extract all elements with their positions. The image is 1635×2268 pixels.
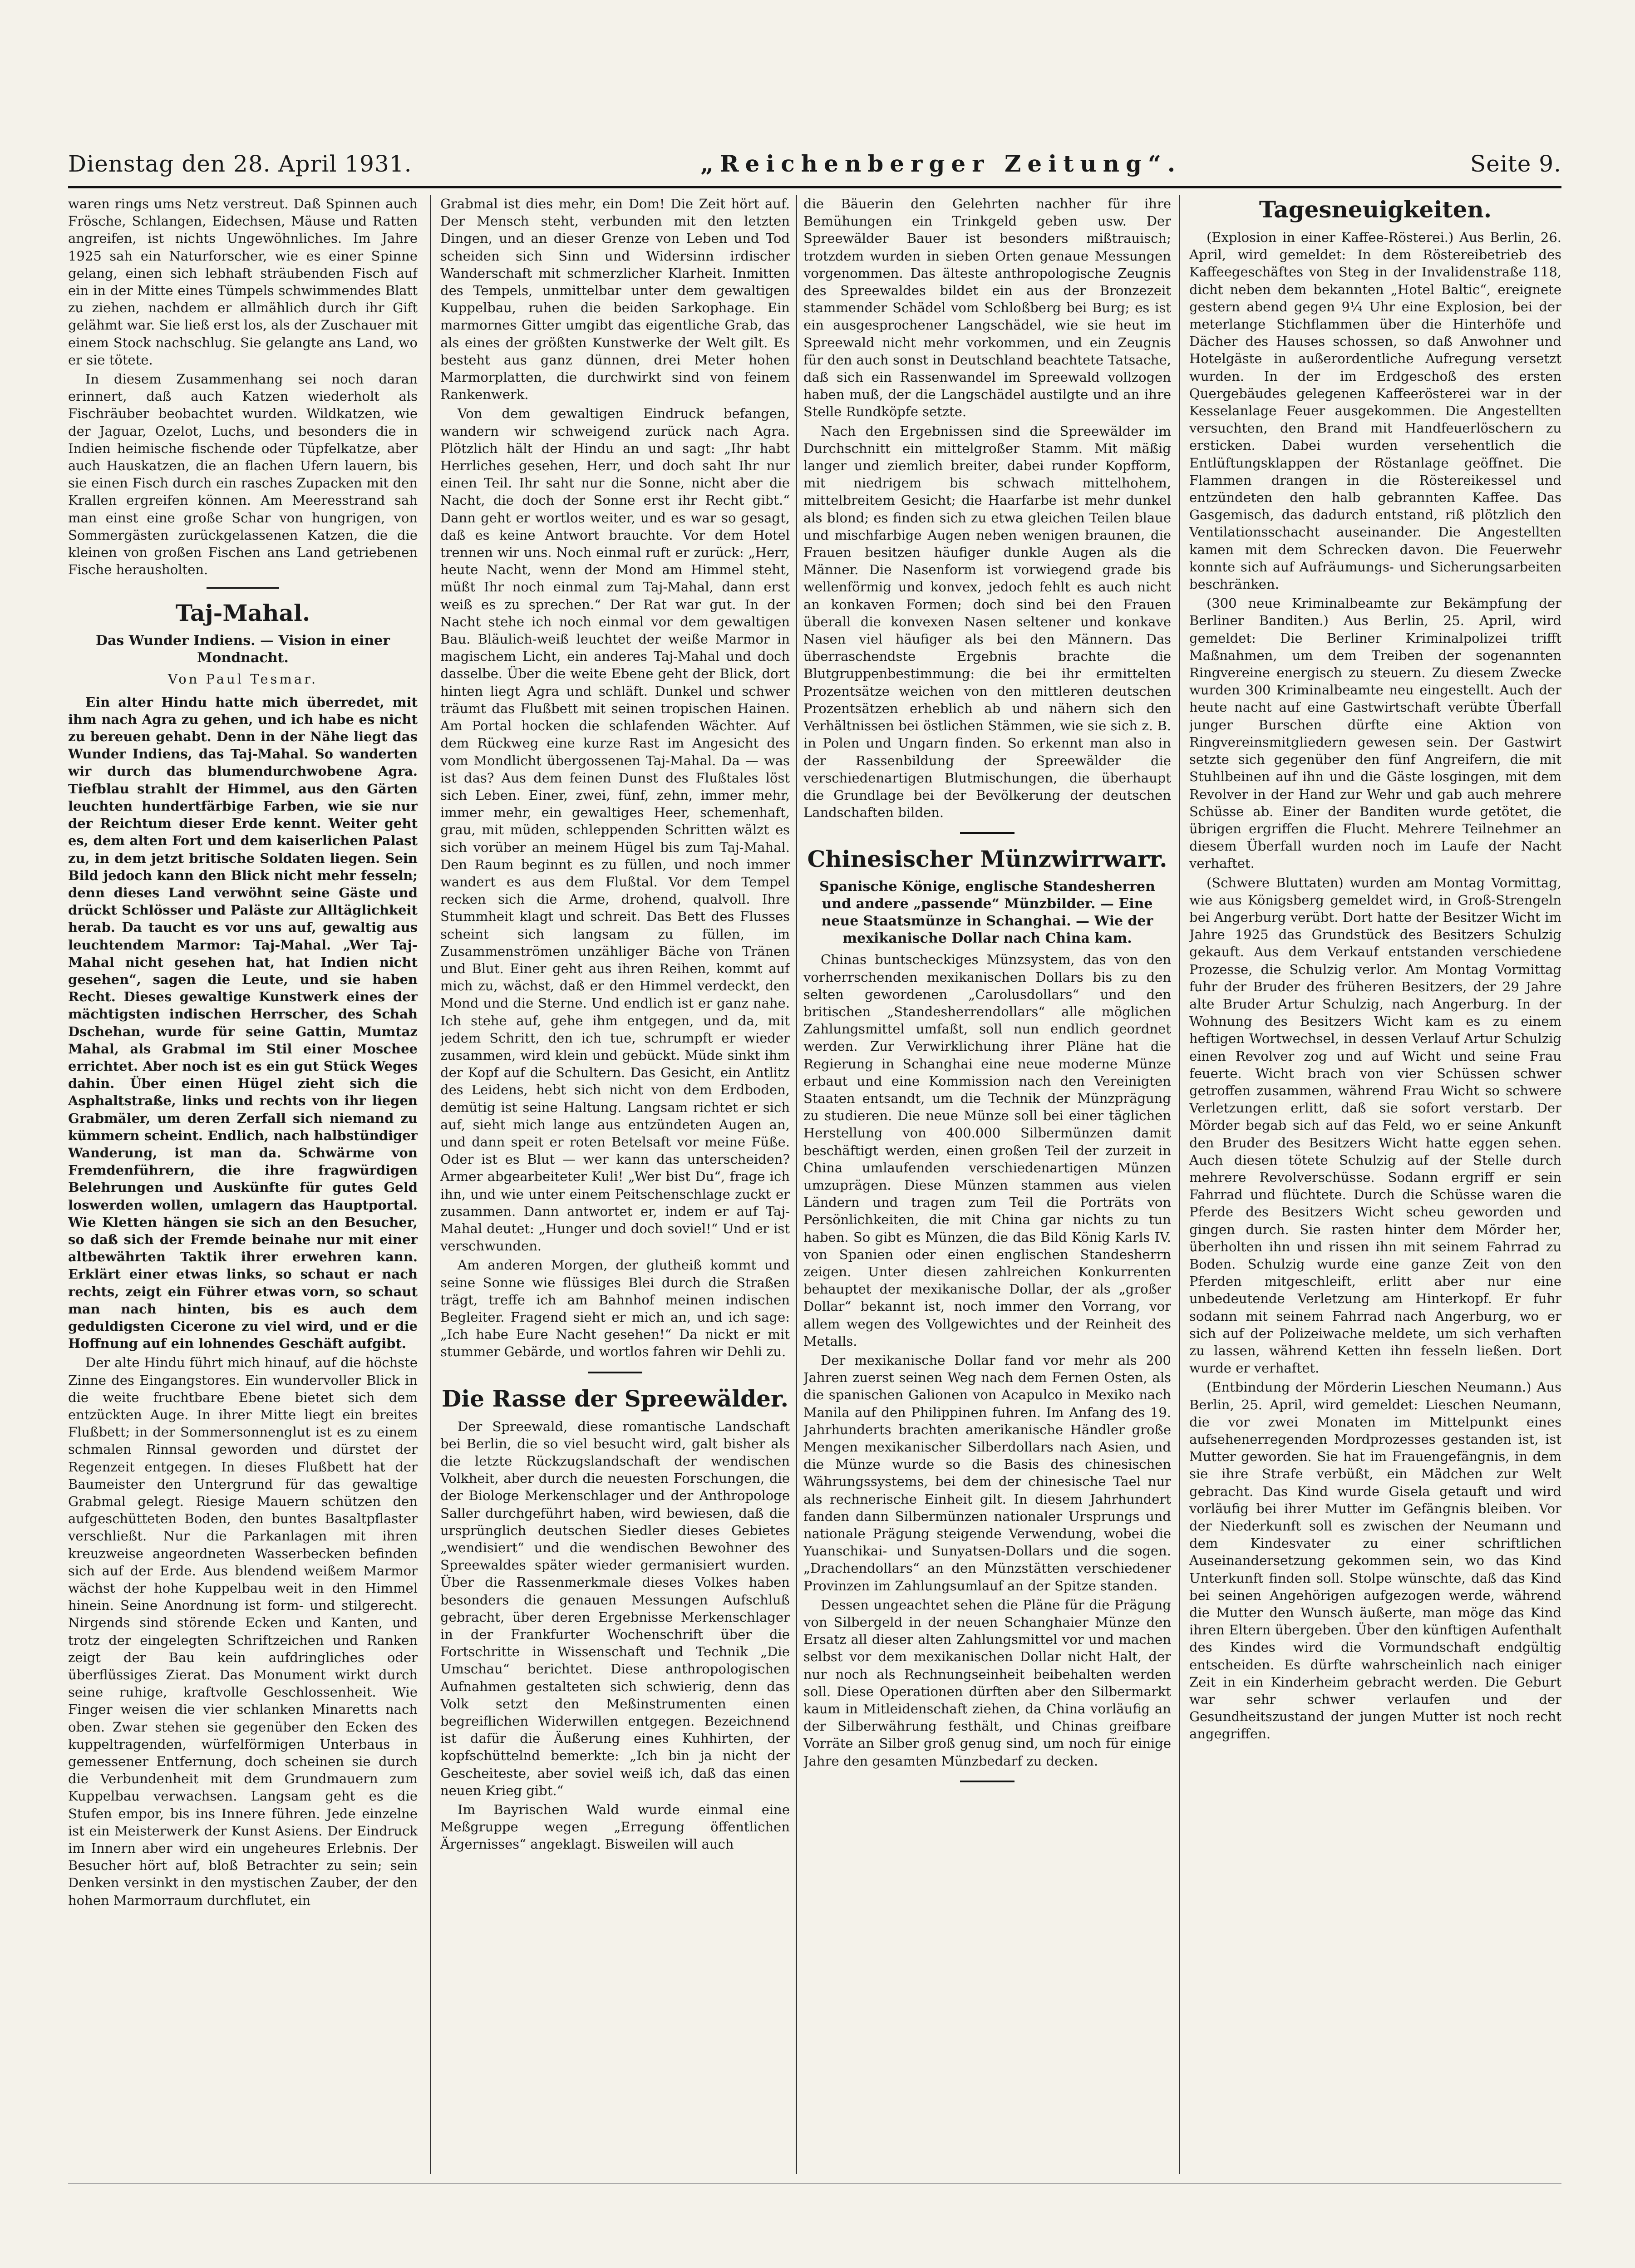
page-number: Seite 9. [1470, 151, 1561, 177]
column-2 [440, 195, 790, 2174]
article-paragraph: Von dem gewaltigen Eindruck befangen, wandern wir schweigend zurück nach Agra. Plötzlich hält der Hindu an und sagt: „Ihr habt Herrliches gesehen, Herr, und doch saht Ihr nur einen Teil. Ihr saht nur die Sonne, nicht aber die Nacht, die doch der Sonne erst ihr Recht gibt.“ Dann geht er wortlos weiter, und es war so gesagt, daß es keine Antwort brauchte. Vor dem Hotel trennen wir uns. Noch einmal ruft er zurück: „Herr, heute Nacht, wenn der Mond am Himmel steht, müßt Ihr noch einmal zum Taj-Mahal, dann erst weiß es zu sprechen.“ Der Rat war gut. In der Nacht stehe ich noch einmal vor dem gewaltigen Bau. Bläulich-weiß leuchtet der weiße Marmor in magischem Licht, ein anderes Taj-Mahal und doch dasselbe. Über die weite Ebene geht der Blick, dort hinten liegt Agra und schläft. Dunkel und schwer träumt das Flußbett mit seinen tropischen Hainen. Am Portal hocken die schlafenden Wächter. Auf dem Rückweg eine kurze Rast im Angesicht des vom Mondlicht übergossenen Taj-Mahal. Da — was ist das? Aus dem feinen Dunst des Flußtales löst sich Leben. Einer, zwei, fünf, zehn, immer mehr, immer mehr, ein gewaltiges Heer, schemenhaft, grau, mit müden, schleppenden Schritten wälzt es sich vorüber an meinem Hügel bis zum Taj-Mahal. Den Raum beginnt es zu füllen, und noch immer wandert es aus dem Flußtal. Vor dem Tempel recken sich die Arme, drohend, qualvoll. Ihre Stummheit klagt und schreit. Das Bett des Flusses scheint sich langsam zu füllen, im Zusammenströmen unzähliger Bäche von Tränen und Blut. Einer geht aus ihren Reihen, kommt auf mich zu, wächst, daß er den Himmel verdeckt, den Mond und die Sterne. Und endlich ist er ganz nahe. Ich stehe auf, gehe ihm entgegen, und da, mit jedem Schritt, den ich tue, schrumpft er wieder zusammen, wird klein und gebückt. Müde sinkt ihm der Kopf auf die Schultern. Das Gesicht, ein Antlitz des Leidens, hebt sich nicht von dem Erdboden, demütig ist seine Haltung. Langsam richtet er sich auf, sieht mich lange aus entzündeten Augen an, und dann speit er roten Betelsaft vor meine Füße. Oder ist es Blut — wer kann das unterscheiden? Armer abgearbeiteter Kuli! „Wer bist Du“, frage ich ihn, und wie unter einem Peitschenschlage zuckt er zusammen. Dann antwortet er, indem er auf Taj-Mahal deutet: „Hunger und doch soviel!“ Und er ist verschwunden. [440, 406, 790, 1254]
column-4 [1189, 195, 1561, 2174]
article-paragraph: In diesem Zusammenhang sei noch daran erinnert, daß auch Katzen wiederholt als Fischräuber beobachtet wurden. Wildkatzen, wie der Jaguar, Ozelot, Luchs, und besonders die in Indien heimische fischende oder Tüpfelkatze, aber auch Hauskatzen, die an flachen Ufern lauern, bis sie einen Fisch durch ein rasches Zupacken mit den Krallen ergreifen können. Am Meeresstrand sah man einst eine große Schar von hungrigen, von Sommergästen zurückgelassenen Katzen, die die kleinen von großen Fischen ans Land getriebenen Fische herausholten. [68, 371, 418, 578]
masthead-rule [68, 186, 1561, 188]
article-separator [207, 587, 279, 589]
article-paragraph: Der alte Hindu führt mich hinauf, auf die höchste Zinne des Eingangstores. Ein wundervoller Blick in die weite fruchtbare Ebene bietet sich dem entzückten Auge. In ihrer Mitte liegt ein breites Flußbett; in der Sommersonnenglut ist es zu einem schmalen Rinnsal geworden und dürstet der Regenzeit entgegen. In dieses Flußbett hat der Baumeister den Untergrund für das gewaltige Grabmal gelegt. Riesige Mauern schützen den aufgeschütteten Boden, den buntes Basaltpflaster verschließt. Nur die Parkanlagen mit ihren kreuzweise angeordneten Wasserbecken befinden sich auf der Erde. Aus blendend weißem Marmor wächst der hohe Kuppelbau weit in den Himmel hinein. Seine Anordnung ist form- und stilgerecht. Nirgends sind störende Ecken und Kanten, und trotz der eingelegten Schriftzeichen und Ranken zeigt der Bau kein aufdringliches oder überflüssiges Zierat. Das Monument wirkt durch seine ruhige, kraftvolle Geschlossenheit. Wie Finger weisen die vier schlanken Minaretts nach oben. Zwar stehen sie gegenüber den Ecken des kuppeltragenden, würfelförmigen Unterbaus in gemessener Entfernung, doch scheinen sie durch die Verbundenheit mit dem Grundmauern zum Kuppelbau verwachsen. Langsam geht es die Stufen empor, bis ins Innere führen. Jede einzelne ist ein Meisterwerk der Kunst Asiens. Der Eindruck im Innern aber wird ein ungeheures Erlebnis. Der Besucher hört auf, bloß Betrachter zu sein; sein Denken versinkt in den mystischen Zauber, der den hohen Marmorraum durchflutet, ein [68, 1355, 418, 1908]
newspaper-page [68, 136, 1561, 2188]
article-paragraph: waren rings ums Netz verstreut. Daß Spinnen auch Frösche, Schlangen, Eidechsen, Mäuse und Ratten angreifen, ist nichts Ungewöhnliches. Im Jahre 1925 sah ein Naturforscher, wie es einer Spinne gelang, einen sich lebhaft sträubenden Fisch auf ein in der Mitte eines Tümpels schwimmendes Blatt zu ziehen, nachdem er allmählich durch ihr Gift gelähmt war. Sie ließ erst los, als der Zuschauer mit einem Stock nachschlug. Sie gelangte ans Land, wo er sie tötete. [68, 196, 418, 368]
article-headline: Die Rasse der Spreewälder. [441, 1385, 789, 1412]
issue-date: Dienstag den 28. April 1931. [68, 151, 412, 177]
masthead [68, 136, 1561, 177]
article-headline: Chinesischer Münzwirrwarr. [807, 846, 1167, 873]
article-subheadline: Spanische Könige, englische Standesherren und andere „passende“ Münzbilder. — Eine neue Staatsmünze in Schanghai. — Wie der mexikanische Dollar nach China kam. [819, 879, 1155, 947]
article-paragraph: Nach den Ergebnissen sind die Spreewälder im Durchschnitt ein mittelgroßer Stamm. Mit mäßig langer und ziemlich breiter, dabei runder Kopfform, mit niedrigem bis schwach mittelhohem, mittelbreitem Gesicht; die Haarfarbe ist mehr dunkel als blond; es finden sich zu etwa gleichen Teilen blaue und mischfarbige Augen neben wenigen braunen, die Frauen besitzen häufiger dunkle Augen als die Männer. Die Nasenform ist vorwiegend grade bis wellenförmig und konvex, jedoch fehlt es auch nicht an konkaven Formen; doch sind bei den Frauen überall die konvexen Nasen seltener und konkave Nasen viel häufiger als bei den Männern. Das überraschendste Ergebnis brachte die Blutgruppenbestimmung: die bei ihr ermittelten Prozentsätze weichen von den mittleren deutschen Prozentsätzen erheblich ab und nähern sich den Verhältnissen bei östlichen Stämmen, wie sie sich z. B. in Polen und Ungarn finden. So erkennt man also in der Rassenbildung der Spreewälder die verschiedenartigen Blutmischungen, die überhaupt die Grundlage bei der Bevölkerung der deutschen Landschaften bilden. [803, 423, 1171, 821]
news-item: (Explosion in einer Kaffee-Rösterei.) Aus Berlin, 26. April, wird gemeldet: In dem Röstereibetrieb des Kaffeegeschäftes von Steg in der Invalidenstraße 118, dicht neben dem bekannten „Hotel Baltic“, ereignete gestern abend gegen 9¼ Uhr eine Explosion, bei der meterlange Stichflammen über die Hinterhöfe und Dächer des Hauses schossen, so daß Anwohner und Hotelgäste in außerordentliche Aufregung versetzt wurden. In der im Erdgeschoß des ersten Quergebäudes gelegenen Kaffeerösterei war in der Kesselanlage Feuer ausgekommen. Die Angestellten versuchten, den Brand mit Handfeuerlöschern zu ersticken. Dabei wurden versehentlich die Entlüftungsklappen der Röstanlage geöffnet. Die Flammen drangen in die Röstereikessel und entzündeten den halb gebrannten Kaffee. Das Gasgemisch, das dadurch entstand, riß plötzlich den Ventilationsschacht auseinander. Die Angestellten kamen mit dem Schrecken davon. Die Feuerwehr konnte sich auf Aufräumungs- und Sicherungsarbeiten beschränken. [1189, 230, 1561, 592]
article-subheadline: Das Wunder Indiens. — Vision in einer Mondnacht. [95, 633, 390, 666]
article-paragraph: Der mexikanische Dollar fand vor mehr als 200 Jahren zuerst seinen Weg nach dem Fernen Osten, als die spanischen Galionen von Acapulco in Mexiko nach Manila auf den Philippinen fuhren. Im Anfang des 19. Jahrhunderts brachten amerikanische Händler große Mengen mexikanischer Silberdollars nach Asien, und die Münze wurde so die Basis des chinesischen Währungssystems, bei dem der chinesische Tael nur als rechnerische Einheit gilt. In diesem Jahrhundert fanden dann Silbermünzen nationaler Ursprungs und nationale Prägung steigende Verwendung, wobei die Yuanschikai- und Sunyatsen-Dollars und die sogen. „Drachendollars“ an den Münzstätten verschiedener Provinzen im Zahlungsumlauf an der Spitze standen. [803, 1352, 1171, 1594]
article-paragraph: Chinas buntscheckiges Münzsystem, das von den vorherrschenden mexikanischen Dollars bis zu den selten gewordenen „Carolusdollars“ und den britischen „Standesherrendollars“ alle möglichen Zahlungsmittel umfaßt, soll nun endlich geordnet werden. Zur Verwirklichung ihrer Pläne hat die Regierung in Schanghai eine neue moderne Münze erbaut und eine Kommission nach den Vereinigten Staaten entsandt, um die Technik der Münzprägung zu studieren. Die neue Münze soll bei einer täglichen Herstellung von 400.000 Silbermünzen damit beschäftigt werden, einen großen Teil der zurzeit in China umlaufenden verschiedenartigen Münzen umzuprägen. Diese Münzen stammen aus vielen Ländern und tragen zum Teil die Porträts von Persönlichkeiten, die mit China gar nichts zu tun haben. So gibt es Münzen, die das Bild König Karls IV. von Spanien oder einen englischen Standesherrn zeigen. Unter diesen zahlreichen Konkurrenten behauptet der mexikanische Dollar, der als „großer Dollar“ bekannt ist, noch immer den Vorrang, vor allem wegen des Vollgewichtes und der Reinheit des Metalls. [803, 952, 1171, 1349]
article-separator [588, 1372, 642, 1373]
news-item: (Schwere Bluttaten) wurden am Montag Vormittag, wie aus Königsberg gemeldet wird, in Groß-Strengeln bei Angerburg verübt. Dort hatte der Besitzer Wicht im Jahre 1925 das Grundstück des Besitzers Schulzig gekauft. Aus dem Verkauf entstanden verschiedene Prozesse, die Schulzig verlor. Am Montag Vormittag fuhr der Bruder des früheren Besitzers, der 29 Jahre alte Bruder Artur Schulzig, nach Angerburg. In der Wohnung des Besitzers Wicht kam es zu einem heftigen Wortwechsel, in dessen Verlauf Artur Schulzig einen Revolver zog und auf Wicht und seine Frau feuerte. Wicht brach von vier Schüssen schwer getroffen zusammen, während Frau Wicht so schwere Verletzungen erlitt, daß sie sofort verstarb. Der Mörder begab sich auf das Feld, wo er seine Ankunft den Bruder des Besitzers Wicht hatte eggen sehen. Auch diesen tötete Schulzig auf der Stelle durch mehrere Revolverschüsse. Sodann ergriff er sein Fahrrad und flüchtete. Durch die Schüsse waren die Pferde des Besitzers Wicht scheu geworden und gingen durch. Sie rasten hinter dem Mörder her, überholten ihn und rissen ihn mit seinem Fahrrad zu Boden. Schulzig wurde eine ganze Zeit von den Pferden mitgeschleift, erlitt aber nur eine unbedeutende Verletzung am Hinterkopf. Er fuhr sodann mit seinem Fahrrad nach Angerburg, wo er sich auf der Polizeiwache meldete, um sich verhaften zu lassen, während Ketten ihn fesseln ließen. Dort wurde er verhaftet. [1189, 875, 1561, 1376]
newspaper-title: „Reichenberger Zeitung“. [700, 150, 1182, 177]
page-bottom-edge [68, 2183, 1561, 2184]
article-paragraph: Im Bayrischen Wald wurde einmal eine Meßgruppe wegen „Erregung öffentlichen Ärgernisses“ angeklagt. Bisweilen will auch [440, 1802, 790, 1852]
section-headline: Tagesneuigkeiten. [1259, 196, 1492, 223]
article-byline: Von Paul Tesmar. [167, 671, 318, 687]
news-item: (Entbindung der Mörderin Lieschen Neumann.) Aus Berlin, 25. April, wird gemeldet: Lieschen Neumann, die vor zwei Monaten im Mittelpunkt eines aufsehenerregenden Mordprozesses gestanden ist, ist Mutter geworden. Sie hat im Frauengefängnis, in dem sie ihre Strafe verbüßt, ein Mädchen zur Welt gebracht. Das Kind wurde Gisela getauft und wird vorläufig bei ihrer Mutter im Gefängnis bleiben. Vor der Niederkunft soll es zwischen der Neumann und dem Kindesvater zu einer schriftlichen Auseinandersetzung gekommen sein, wo das Kind Unterkunft finden soll. Stolpe wünschte, daß das Kind bei seinen Angehörigen aufgezogen werde, während die Mutter den Wunsch äußerte, man möge das Kind ihren Eltern übergeben. Über den künftigen Aufenthalt des Kindes wird die Vormundschaft endgültig entscheiden. Es dürfte wahrscheinlich nach einiger Zeit in ein Kinderheim gebracht werden. Die Geburt war sehr schwer verlaufen und der Gesundheitszustand der jungen Mutter ist noch recht angegriffen. [1189, 1379, 1561, 1742]
column-divider [1179, 195, 1180, 2174]
news-item: (300 neue Kriminalbeamte zur Bekämpfung der Berliner Banditen.) Aus Berlin, 25. April, wird gemeldet: Die Berliner Kriminalpolizei trifft Maßnahmen, um dem Treiben der sogenannten Ringvereine energisch zu steuern. Zu diesem Zwecke wurden 300 Kriminalbeamte neu eingestellt. Auch der heute nacht auf eine Gastwirtschaft verübte Überfall junger Burschen dürfte eine Aktion von Ringvereinsmitgliedern gewesen sein. Der Gastwirt setzte sich gegenüber den fünf Angreifern, die mit Stuhlbeinen auf ihn und die Gäste losgingen, mit dem Revolver in der Hand zur Wehr und gab auch mehrere Schüsse ab. Einer der Banditen wurde getötet, die übrigen ergriffen die Flucht. Mehrere Teilnehmer an diesem Überfall wurden noch im Laufe der Nacht verhaftet. [1189, 595, 1561, 871]
article-headline: Taj-Mahal. [175, 600, 310, 627]
column-divider [430, 195, 431, 2174]
article-paragraph: Ein alter Hindu hatte mich überredet, mit ihm nach Agra zu gehen, und ich habe es nicht zu bereuen gehabt. Denn in der Nähe liegt das Wunder Indiens, das Taj-Mahal. So wanderten wir durch das blumendurchwobene Agra. Tiefblau strahlt der Himmel, aus den Gärten leuchten hundertfärbige Farben, wie sie nur der Reichtum dieser Erde kennt. Weiter geht es, dem alten Fort und dem kaiserlichen Palast zu, in dem jetzt britische Soldaten liegen. Sein Bild jedoch kann den Blick nicht mehr fesseln; denn dieses Land verwöhnt seine Gäste und drückt Schlösser und Paläste zur Alltäglichkeit herab. Da taucht es vor uns auf, gewaltig aus leuchtendem Marmor: Taj-Mahal. „Wer Taj-Mahal nicht gesehen hat, hat Indien nicht gesehen“, sagen die Leute, und sie haben Recht. Dieses gewaltige Kunstwerk eines der mächtigsten indischen Herrscher, des Schah Dschehan, wurde für seine Gattin, Mumtaz Mahal, als Grabmal im Stil einer Moschee errichtet. Aber noch ist es ein gut Stück Weges dahin. Über einen Hügel zieht sich die Asphaltstraße, links und rechts von ihr liegen Grabmäler, um deren Zerfall sich niemand zu kümmern scheint. Endlich, nach halbstündiger Wanderung, ist man da. Schwärme von Fremdenführern, die ihre fragwürdigen Belehrungen und Auskünfte für gutes Geld loswerden wollen, umlagern das Hauptportal. Wie Kletten hängen sie sich an den Besucher, so daß sich der Fremde beinahe nur mit einer altbewährten Taktik ihrer erwehren kann. Erklärt einer etwas links, so schaut er nach rechts, zeigt ein Führer etwas vorn, so schaut man nach hinten, bis es auch dem geduldigsten Cicerone zu viel wird, und er die Hoffnung auf ein lohnendes Geschäft aufgibt. [68, 694, 418, 1352]
column-1 [68, 195, 418, 2174]
article-paragraph: Grabmal ist dies mehr, ein Dom! Die Zeit hört auf. Der Mensch steht, verbunden mit den letzten Dingen, und an dieser Grenze von Leben und Tod scheiden sich Sinn und Widersinn irdischer Wanderschaft mit schmerzlicher Klarheit. Inmitten des Tempels, unmittelbar unter dem gewaltigen Kuppelbau, ruhen die beiden Sarkophage. Ein marmornes Gitter umgibt das eigentliche Grab, das als eines der größten Kunstwerke der Welt gilt. Es besteht aus ganz dünnen, drei Meter hohen Marmorplatten, die durchwirkt sind von feinem Rankenwerk. [440, 196, 790, 403]
article-paragraph: Der Spreewald, diese romantische Landschaft bei Berlin, die so viel besucht wird, galt bisher als die letzte Rückzugslandschaft der wendischen Volkheit, aber durch die neuesten Forschungen, die der Biologe Merkenschlager und der Anthropologe Saller durchgeführt haben, wird bewiesen, daß die ursprünglich deutschen Siedler dieses Gebietes „wendisiert“ und die wendischen Bewohner des Spreewaldes später wieder germanisiert wurden. Über die Rassenmerkmale dieses Volkes haben besonders die genauen Messungen Aufschluß gebracht, über deren Ergebnisse Merkenschlager in der Frankfurter Wochenschrift über die Fortschritte in Wissenschaft und Technik „Die Umschau“ berichtet. Diese anthropologischen Aufnahmen gestalteten sich schwierig, denn das Volk setzt den Meßinstrumenten einen begreiflichen Widerwillen entgegen. Bezeichnend ist dafür die Äußerung eines Kuhhirten, der kopfschüttelnd bemerkte: „Ich bin ja nicht der Gescheiteste, aber soviel weiß ich, daß das einen neuen Krieg gibt.“ [440, 1418, 790, 1798]
article-separator [960, 832, 1014, 834]
article-paragraph: Am anderen Morgen, der glutheiß kommt und seine Sonne wie flüssiges Blei durch die Straßen trägt, treffe ich am Bahnhof meinen indischen Begleiter. Fragend sieht er mich an, und ich sage: „Ich habe Eure Nacht gesehen!“ Da nickt er mit stummer Gebärde, und wortlos fahren wir Dehli zu. [440, 1257, 790, 1360]
article-paragraph: Dessen ungeachtet sehen die Pläne für die Prägung von Silbergeld in der neuen Schanghaier Münze den Ersatz all dieser alten Zahlungsmittel vor und machen selbst vor dem mexikanischen Dollar nicht Halt, der nur noch als Rechnungseinheit beibehalten werden soll. Diese Operationen dürften aber den Silbermarkt kaum in Mitleidenschaft ziehen, da China vorläufig an der Silberwährung festhält, und Chinas greifbare Vorräte an Silber groß genug sind, um noch für einige Jahre den gesamten Münzbedarf zu decken. [803, 1597, 1171, 1769]
article-paragraph: die Bäuerin den Gelehrten nachher für ihre Bemühungen ein Trinkgeld geben usw. Der Spreewälder Bauer ist besonders mißtrauisch; trotzdem wurden in sieben Orten genaue Messungen vorgenommen. Das älteste anthropologische Zeugnis des Spreewaldes bildet ein aus der Bronzezeit stammender Schädel vom Schloßberg bei Burg; es ist ein ausgesprochener Langschädel, wie sie heut im Spreewald nicht mehr vorkommen, und ein Zeugnis für den auch sonst in Deutschland beachtete Tatsache, daß sich ein Rassenwandel im Spreewald vollzogen haben muß, der die Langschädel austilgte und an ihre Stelle Rundköpfe setzte. [803, 196, 1171, 420]
column-3 [803, 195, 1171, 2174]
column-divider [796, 195, 797, 2174]
article-end-rule [960, 1781, 1014, 1782]
